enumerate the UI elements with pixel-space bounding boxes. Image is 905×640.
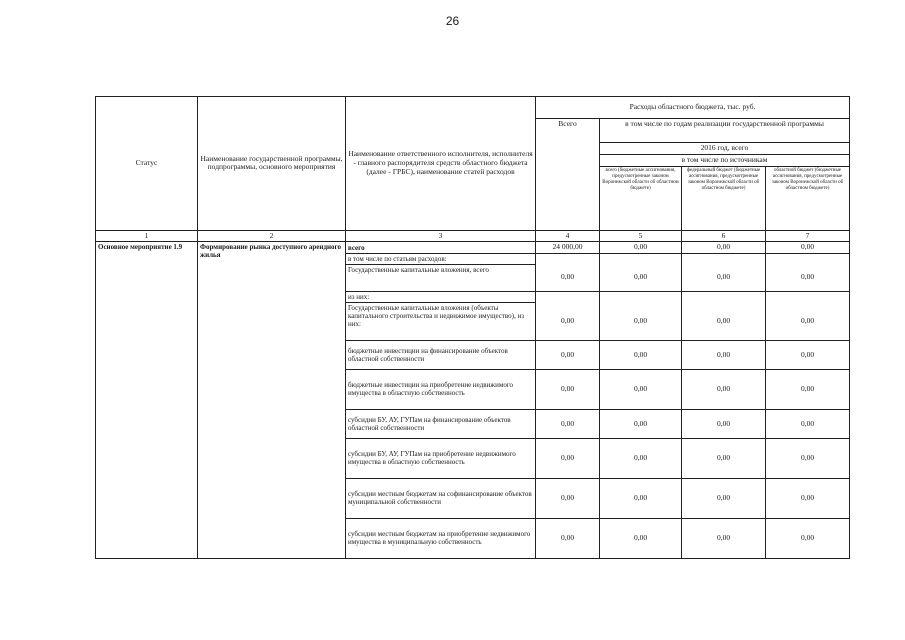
row-value-total: 0,00 <box>536 369 600 409</box>
row-value-federal: 0,00 <box>682 409 766 438</box>
header-by-sources: в том числе по источникам <box>600 155 850 167</box>
row-label: в том числе по статьям расходов: <box>346 253 536 264</box>
row-label: Государственные капитальные вложения, всего <box>346 264 536 291</box>
row-value-total: 0,00 <box>536 518 600 558</box>
row-value-year: 0,00 <box>600 478 682 518</box>
header-program-name: Наименование государственной программы, подпрограммы, основного мероприятия <box>198 97 346 231</box>
measure-status: Основное мероприятие 1.9 <box>96 242 198 559</box>
row-value-federal <box>682 291 766 302</box>
row-value-year: 0,00 <box>600 369 682 409</box>
header-by-years: в том числе по годам реализации государственной программы <box>600 119 850 143</box>
row-value-federal: 0,00 <box>682 438 766 478</box>
row-label: субсидии местным бюджетам на приобретение недвижимого имущества в муниципальную собственность <box>346 518 536 558</box>
row-value-regional: 0,00 <box>766 478 850 518</box>
row-value-year: 0,00 <box>600 409 682 438</box>
row-value-total: 0,00 <box>536 302 600 340</box>
row-label: бюджетные инвестиции на приобретение недвижимого имущества в областную собственность <box>346 369 536 409</box>
budget-table <box>95 96 850 559</box>
column-number: 4 <box>536 230 600 242</box>
row-label: Государственные капитальные вложения (объекты капитального строительства и недвижимое имущество), из них: <box>346 302 536 340</box>
column-number: 2 <box>198 230 346 242</box>
header-status: Статус <box>96 97 198 231</box>
row-value-regional <box>766 253 850 264</box>
row-value-year: 0,00 <box>600 518 682 558</box>
row-label: субсидии местным бюджетам на софинансирование объектов муниципальной собственности <box>346 478 536 518</box>
row-value-federal: 0,00 <box>682 369 766 409</box>
header-total: Всего <box>536 119 600 231</box>
row-value-year: 0,00 <box>600 264 682 291</box>
column-number: 5 <box>600 230 682 242</box>
row-value-total <box>536 291 600 302</box>
row-label: из них: <box>346 291 536 302</box>
row-value-regional: 0,00 <box>766 264 850 291</box>
row-label: всего <box>346 242 536 254</box>
row-value-year: 0,00 <box>600 340 682 369</box>
page-number: 26 <box>445 14 460 28</box>
row-value-total: 0,00 <box>536 478 600 518</box>
table-row <box>96 242 850 254</box>
column-number: 7 <box>766 230 850 242</box>
row-value-regional: 0,00 <box>766 409 850 438</box>
row-value-federal: 0,00 <box>682 518 766 558</box>
row-value-year: 0,00 <box>600 242 682 254</box>
header-expenses-title: Расходы областного бюджета, тыс. руб. <box>536 97 850 119</box>
row-value-year: 0,00 <box>600 302 682 340</box>
row-value-total: 0,00 <box>536 264 600 291</box>
row-label: субсидии БУ, АУ, ГУПам на финансирование объектов областной собственности <box>346 409 536 438</box>
row-value-year: 0,00 <box>600 438 682 478</box>
column-number: 6 <box>682 230 766 242</box>
row-label: бюджетные инвестиции на финансирование объектов областной собственности <box>346 340 536 369</box>
row-value-regional: 0,00 <box>766 518 850 558</box>
row-value-total: 0,00 <box>536 438 600 478</box>
row-label: субсидии БУ, АУ, ГУПам на приобретение недвижимого имущества в областную собственность <box>346 438 536 478</box>
row-value-total: 0,00 <box>536 409 600 438</box>
header-year-total: 2016 год, всего <box>600 143 850 155</box>
row-value-regional: 0,00 <box>766 438 850 478</box>
header-executor: Наименование ответственного исполнителя, исполнителя - главного распорядителя средств областного бюджета (далее - ГРБС), наименование статей расходов <box>346 97 536 231</box>
header-source-all: всего (бюджетные ассигнования, предусмотренные законом Воронежской области об областном бюджете) <box>600 166 682 230</box>
row-value-year <box>600 291 682 302</box>
row-value-federal: 0,00 <box>682 478 766 518</box>
header-source-federal: федеральный бюджет (бюджетные ассигнования, предусмотренные законом Воронежской области об областном бюджете) <box>682 166 766 230</box>
measure-name: Формирование рынка доступного арендного жилья <box>198 242 346 559</box>
row-value-federal: 0,00 <box>682 302 766 340</box>
column-number: 3 <box>346 230 536 242</box>
row-value-federal: 0,00 <box>682 264 766 291</box>
row-value-regional: 0,00 <box>766 302 850 340</box>
row-value-total: 24 000,00 <box>536 242 600 254</box>
row-value-total <box>536 253 600 264</box>
column-number: 1 <box>96 230 198 242</box>
row-value-total: 0,00 <box>536 340 600 369</box>
row-value-regional: 0,00 <box>766 340 850 369</box>
row-value-regional: 0,00 <box>766 369 850 409</box>
row-value-year <box>600 253 682 264</box>
row-value-regional <box>766 291 850 302</box>
row-value-federal: 0,00 <box>682 242 766 254</box>
row-value-regional: 0,00 <box>766 242 850 254</box>
row-value-federal: 0,00 <box>682 340 766 369</box>
column-numbers-row <box>96 230 850 242</box>
header-source-regional: областной бюджет (бюджетные ассигнования, предусмотренные законом Воронежской области об областном бюджете) <box>766 166 850 230</box>
row-value-federal <box>682 253 766 264</box>
